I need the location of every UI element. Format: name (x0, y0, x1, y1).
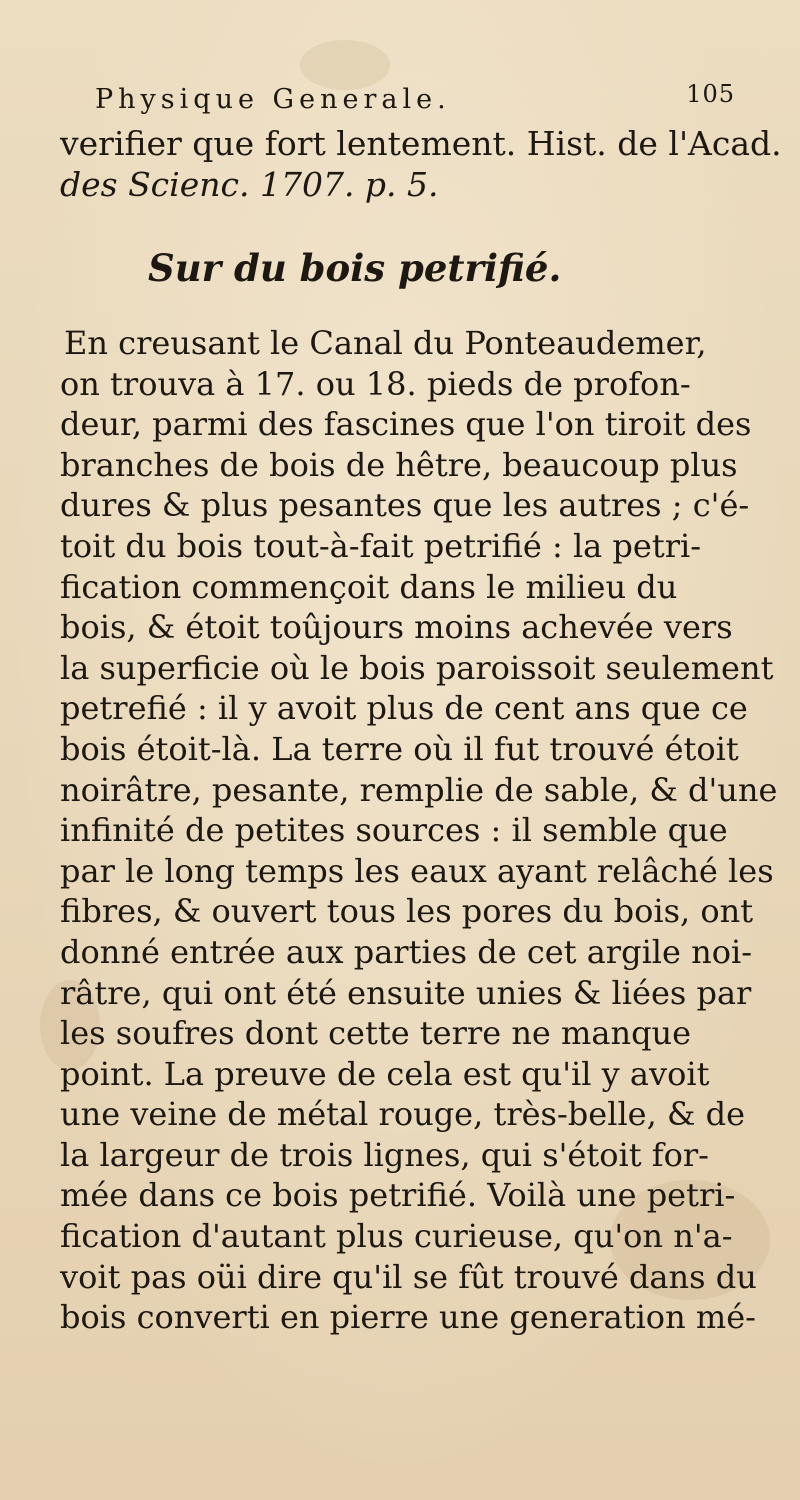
body-line: une veine de métal rouge, très-belle, & de (60, 1095, 746, 1134)
body-line: par le long temps les eaux ayant relâché les (60, 851, 774, 890)
body-line: bois étoit-là. La terre où il fut trouvé étoit (60, 729, 739, 768)
body-line: noirâtre, pesante, remplie de sable, & d'une (60, 770, 778, 809)
body-line: toit du bois tout-à-fait petrifié : la petri- (60, 526, 702, 565)
body-line: En creusant le Canal du Ponteaudemer, (64, 324, 707, 362)
body-line: les soufres dont cette terre ne manque (60, 1014, 692, 1053)
intro-line: verifier que fort lentement. Hist. de l'Acad. (60, 124, 782, 163)
body-line: fication commençoit dans le milieu du (60, 567, 678, 606)
body-line: voit pas oüi dire qu'il se fût trouvé dans du (60, 1257, 757, 1296)
body-line: point. La preuve de cela est qu'il y avoit (60, 1054, 710, 1093)
body-line: râtre, qui ont été ensuite unies & liées par (60, 973, 752, 1012)
body-line: petrefié : il y avoit plus de cent ans que ce (60, 689, 748, 728)
paper-stain (300, 40, 390, 90)
body-line: la superficie où le bois paroissoit seulement (60, 648, 774, 687)
body-line: bois, & étoit toûjours moins achevée vers (60, 608, 733, 647)
body-line: bois converti en pierre une generation mé- (60, 1298, 756, 1337)
section-heading: Sur du bois petrifié. (148, 246, 562, 290)
page-number: 105 (686, 80, 735, 108)
body-line: mée dans ce bois petrifié. Voilà une petri- (60, 1176, 736, 1215)
body-line: la largeur de trois lignes, qui s'étoit for- (60, 1135, 709, 1174)
running-header (95, 80, 735, 115)
body-line: fibres, & ouvert tous les pores du bois, ont (60, 892, 754, 931)
body-text (60, 323, 778, 1338)
body-line: dures & plus pesantes que les autres ; c'é- (60, 486, 750, 525)
body-line: donné entrée aux parties de cet argile noi- (60, 932, 753, 971)
body-line: deur, parmi des fascines que l'on tiroit des (60, 405, 752, 444)
intro-line: des Scienc. 1707. p. 5. (60, 164, 439, 204)
body-line: on trouva à 17. ou 18. pieds de profon- (60, 364, 691, 403)
body-line: infinité de petites sources : il semble que (60, 811, 728, 850)
body-line: fication d'autant plus curieuse, qu'on n'a- (60, 1217, 733, 1256)
intro-text (60, 124, 782, 205)
running-header-title: Physique Generale. (95, 84, 451, 115)
body-line: branches de bois de hêtre, beaucoup plus (60, 445, 738, 484)
